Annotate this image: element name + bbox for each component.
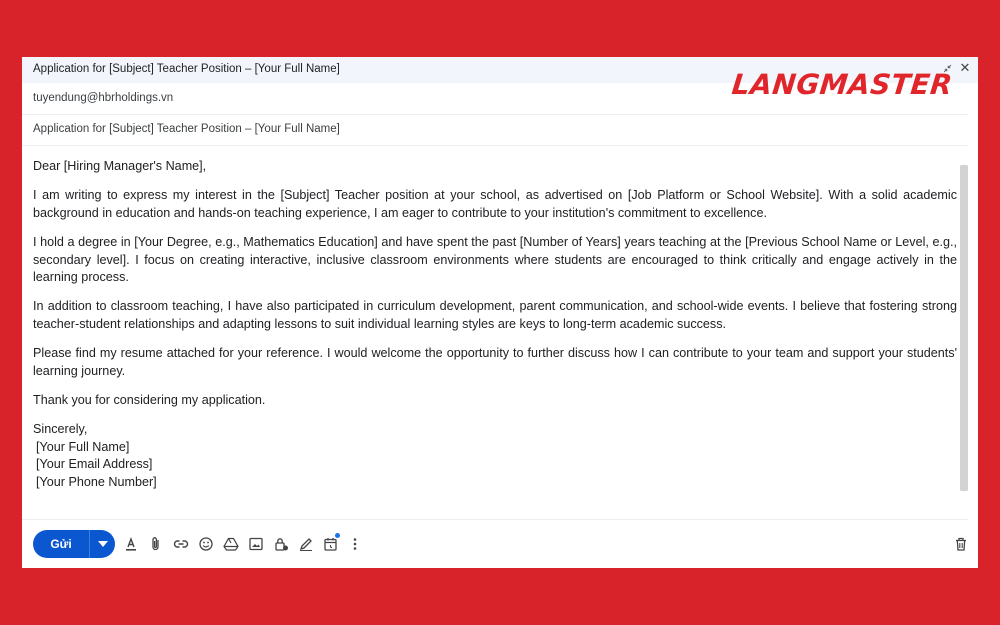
more-options-icon[interactable]	[345, 534, 365, 554]
schedule-send-icon[interactable]	[321, 534, 341, 554]
greeting: Dear [Hiring Manager's Name],	[33, 159, 207, 173]
signature-block	[33, 421, 957, 491]
attach-icon[interactable]	[146, 534, 166, 554]
body-scrollbar[interactable]	[960, 165, 968, 491]
format-text-icon[interactable]	[121, 534, 141, 554]
subject-field-row[interactable]	[22, 115, 968, 146]
image-icon[interactable]	[246, 534, 266, 554]
subject-field[interactable]: Application for [Subject] Teacher Position – [Your Full Name]	[33, 123, 340, 135]
body-paragraph: In addition to classroom teaching, I have also participated in curriculum development, parent communication, and school-wide events. I believe that fostering strong teacher-student relationships and adapting lessons to suit individual learning styles are keys to long-term academic success.	[33, 299, 957, 331]
send-button-group	[33, 530, 115, 558]
scrollbar-thumb[interactable]	[960, 165, 968, 491]
new-feature-dot	[335, 533, 340, 538]
recipient-address[interactable]: tuyendung@hbrholdings.vn	[33, 92, 174, 104]
compose-window	[22, 57, 978, 568]
close-icon[interactable]: ✕	[959, 60, 971, 75]
body-paragraph: I am writing to express my interest in the [Subject] Teacher position at your school, as advertised on [Job Platform or School Website]. With a solid academic background in education and hands-on teaching experience, I am eager to contribute to your institution's commitment to excellence.	[33, 188, 957, 220]
drive-icon[interactable]	[221, 534, 241, 554]
message-body[interactable]	[33, 158, 957, 493]
signature-pen-icon[interactable]	[296, 534, 316, 554]
closing: Sincerely,	[33, 422, 88, 437]
body-paragraph: Thank you for considering my application.	[33, 393, 266, 408]
send-options-chevron-icon[interactable]	[90, 530, 115, 558]
signature-name: [Your Full Name]	[36, 439, 130, 454]
divider	[22, 519, 968, 520]
emoji-icon[interactable]	[196, 534, 216, 554]
body-paragraph: I hold a degree in [Your Degree, e.g., Mathematics Education] and have spent the past [Number of Years] years teaching at the [Previous School Name or Level, e.g., secondary level]. I focus on creating interactive, inclusive classroom environments where students are encouraged to think critically and engage actively in the learning process.	[33, 235, 957, 285]
delete-trash-icon[interactable]	[951, 534, 971, 554]
brand-logo: LANGMASTER	[730, 68, 955, 101]
to-field-row[interactable]	[22, 84, 968, 115]
signature-phone: [Your Phone Number]	[36, 474, 157, 489]
compose-window-title: Application for [Subject] Teacher Position – [Your Full Name]	[33, 63, 340, 75]
link-icon[interactable]	[171, 534, 191, 554]
send-button[interactable]: Gửi	[50, 537, 72, 551]
confidential-lock-icon[interactable]	[271, 534, 291, 554]
signature-email: [Your Email Address]	[36, 457, 153, 472]
body-paragraph: Please find my resume attached for your reference. I would welcome the opportunity to further discuss how I can contribute to your team and support your students' learning journey.	[33, 346, 957, 378]
